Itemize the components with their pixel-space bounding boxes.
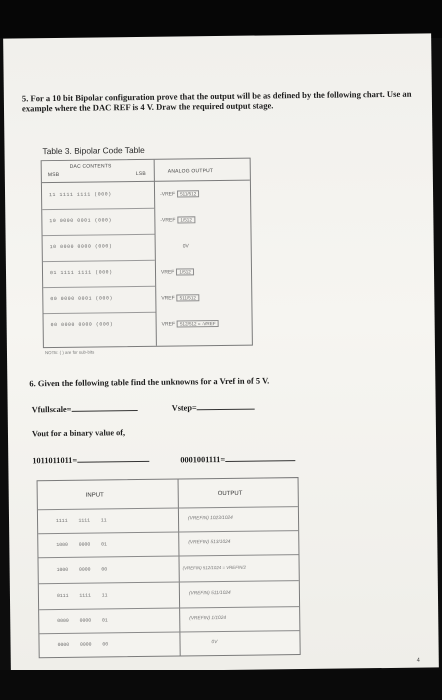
table-3-note: NOTE: ( ) are for sub-bits	[44, 349, 95, 356]
table-3-output: VREF 1/512	[161, 268, 194, 275]
table-4-output: (VREFIN) 1023/1024	[187, 515, 233, 522]
table-4-row-divider	[39, 630, 299, 634]
header-analog-output: ANALOG OUTPUT	[167, 168, 214, 175]
binary-1-field	[32, 454, 149, 465]
table-4-row-divider	[38, 554, 298, 558]
table-4-output: (VREFIN) 513/1024	[188, 539, 231, 546]
table-3-caption: Table 3. Bipolar Code Table	[42, 144, 145, 157]
vfullscale-field	[32, 403, 138, 414]
table-3-output: -VREF 511/512	[160, 190, 199, 197]
table-4-divider	[178, 480, 181, 656]
binary-1-blank	[77, 454, 149, 463]
binary-1-label: 1011011011=	[32, 455, 78, 466]
row-divider	[43, 234, 155, 236]
vstep-blank	[197, 402, 255, 411]
table-4-code: 1000 0000 01	[56, 542, 107, 549]
table-3-code: 10 0000 0001 (000)	[49, 218, 113, 225]
table-4-code: 0111 1111 11	[56, 593, 108, 600]
header-msb: MSB	[47, 171, 60, 179]
table-4-code: 1111 1111 11	[56, 518, 107, 525]
table-4-code: 0000 0000 01	[57, 618, 108, 625]
table-3-code: 11 1111 1111 (000)	[49, 192, 112, 199]
row-divider	[42, 208, 154, 210]
table-4-output: (VREFIN) 511/1024	[188, 590, 231, 597]
table-3-code: 00 0000 0001 (000)	[50, 296, 113, 303]
header-dac-contents: DAC CONTENTS	[69, 163, 112, 170]
table-3-divider	[154, 160, 157, 346]
table-4-row-divider	[39, 580, 299, 584]
table-3-output: -VREF 1/512	[160, 216, 195, 223]
binary-2-blank	[225, 453, 295, 462]
top-dark-border	[0, 0, 442, 38]
dac-input-output-table	[37, 477, 301, 658]
table-4-code: 1000 0000 00	[56, 567, 108, 574]
vfullscale-blank	[71, 403, 137, 412]
vstep-label: Vstep=	[171, 403, 197, 413]
vout-label: Vout for a binary value of,	[31, 428, 126, 439]
vfullscale-label: Vfullscale=	[31, 404, 72, 415]
binary-2-field	[180, 453, 295, 464]
bipolar-code-table	[41, 158, 253, 349]
table-4-row-divider	[38, 530, 298, 534]
binary-2-label: 0001001111=	[180, 454, 226, 465]
question-5-text: 5. For a 10 bit Bipolar configuration prove that the output will be as defined by the following chart. Use an example where the DAC REF is 4 V. Draw the required output stage.	[21, 88, 412, 114]
table-4-output: 0V	[211, 640, 218, 646]
table-3-output: VREF 511/512	[161, 294, 199, 301]
table-4-row-divider	[39, 606, 299, 610]
page-number: 4	[416, 657, 420, 664]
table-3-code: 10 0000 0000 (000)	[49, 244, 113, 251]
header-output: OUTPUT	[217, 490, 243, 498]
question-6-text: 6. Given the following table find the unknowns for a Vref in of 5 V.	[29, 375, 270, 389]
table-4-output: (VREFIN) 512/1024 = VREFIN/2	[182, 564, 246, 571]
table-4-row-divider	[38, 506, 298, 510]
document-page	[3, 33, 439, 672]
vstep-field	[172, 402, 255, 413]
header-input: INPUT	[85, 492, 104, 499]
table-3-code: 01 1111 1111 (000)	[49, 270, 113, 277]
table-3-code: 00 0000 0000 (000)	[50, 322, 114, 329]
row-divider	[44, 312, 156, 314]
table-4-output: (VREFIN) 1/1024	[189, 615, 227, 622]
table-3-output: VREF 512/512 = -VREF	[162, 320, 219, 328]
bottom-dark-border	[0, 670, 442, 700]
table-4-code: 0000 0000 00	[57, 642, 109, 649]
header-lsb: LSB	[135, 170, 146, 178]
row-divider	[43, 260, 155, 262]
row-divider	[43, 286, 155, 288]
table-3-output: 0V	[182, 243, 189, 250]
